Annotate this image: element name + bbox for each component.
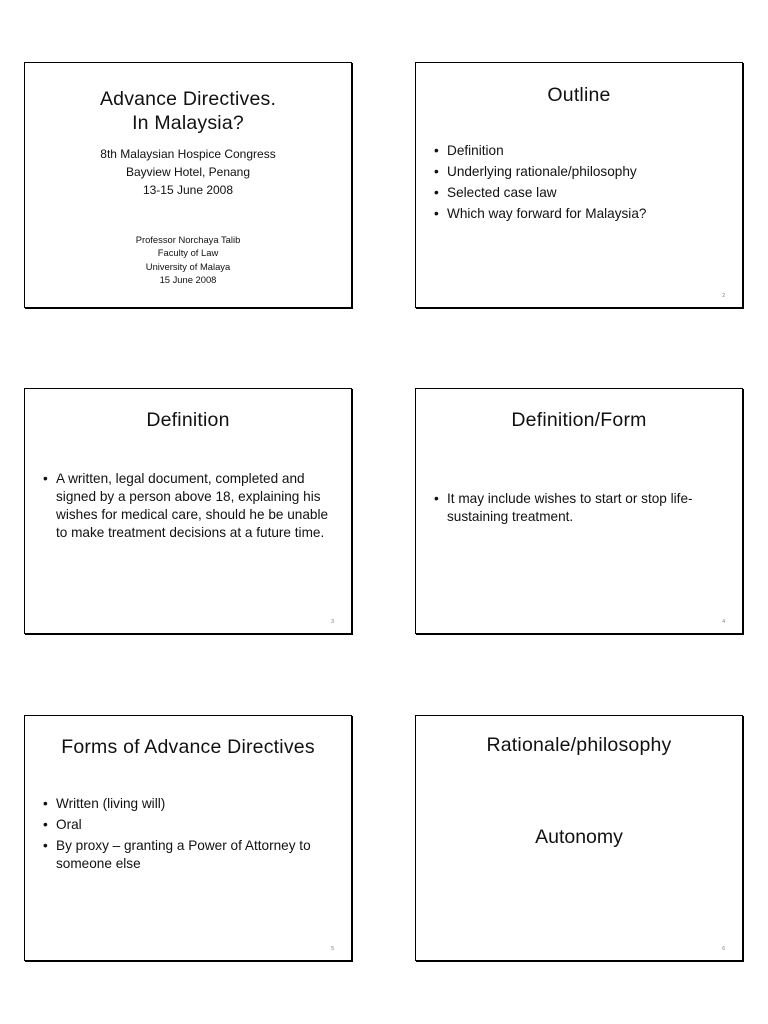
slide-4-definition-form [415,388,743,634]
title-line: Advance Directives. [99,88,277,110]
slide-title: Definition/Form [511,409,647,431]
slide-body-text: Autonomy [535,826,623,848]
page-number: 6 [722,946,725,952]
author-faculty: Faculty of Law [157,247,219,259]
bullet-item: • Definition [434,142,726,160]
slide-title: Definition [146,409,230,431]
event-dates: 13-15 June 2008 [142,183,234,197]
slide-title: Outline [547,84,611,106]
page-number: 5 [331,946,334,952]
page-number: 4 [722,619,725,625]
event-info [25,145,351,199]
slide-1-title [24,62,352,308]
page-number: 2 [722,293,725,299]
bullet-list [434,490,726,529]
author-name: Professor Norchaya Talib [135,234,241,245]
bullet-item: • A written, legal document, completed and signed by a person above 18, explaining his wishes for medical care, should he be unable to make treatment decisions at a future time. [43,470,335,542]
bullet-item: • By proxy – granting a Power of Attorney to someone else [43,837,335,873]
bullet-list [434,142,726,223]
slide-title: Forms of Advance Directives [61,736,315,758]
bullet-item: • Which way forward for Malaysia? [434,205,726,223]
bullet-item: • It may include wishes to start or stop life-sustaining treatment. [434,490,726,526]
event-name: 8th Malaysian Hospice Congress [100,147,276,161]
title-line: In Malaysia? [132,112,244,134]
slide-3-definition [24,388,352,634]
slide-title [25,87,351,135]
bullet-list [43,795,335,876]
slide-2-outline [415,62,743,308]
slide-6-rationale [415,715,743,961]
event-venue: Bayview Hotel, Penang [125,165,251,179]
bullet-item: • Underlying rationale/philosophy [434,163,726,181]
author-date: 15 June 2008 [159,273,217,285]
author-info [25,233,351,286]
slide-5-forms [24,715,352,961]
page-number: 3 [331,619,334,625]
bullet-item: • Written (living will) [43,795,335,813]
slide-title: Rationale/philosophy [486,734,672,756]
bullet-item: • Oral [43,816,335,834]
bullet-list [43,470,335,545]
bullet-item: • Selected case law [434,184,726,202]
author-university: University of Malaya [145,260,231,272]
